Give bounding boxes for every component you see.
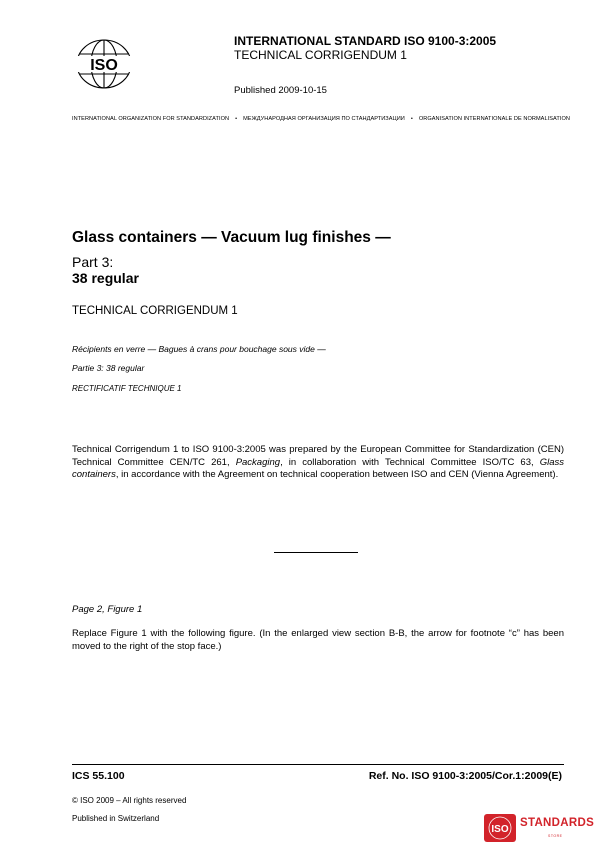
section-reference: Page 2, Figure 1 — [72, 604, 143, 615]
standard-title: INTERNATIONAL STANDARD ISO 9100-3:2005 — [234, 34, 497, 48]
intro-paragraph — [72, 444, 564, 482]
org-separator: • — [235, 116, 238, 122]
org-english: INTERNATIONAL ORGANIZATION FOR STANDARDIZATION — [72, 116, 230, 122]
iso-logo-text: ISO — [90, 57, 118, 74]
organization-names — [72, 116, 570, 122]
intro-text: , in collaboration with Technical Committee ISO/TC 63, — [280, 456, 540, 468]
intro-text: Technical Corrigendum 1 to ISO 9100-3:2005 was prepared by the European Committee for Standardization (CEN) Technical Committee CEN/TC 261, — [72, 444, 564, 468]
standards-store-name: STANDARDS — [520, 817, 595, 829]
org-russian: МЕЖДУНАРОДНАЯ ОРГАНИЗАЦИЯ ПО СТАНДАРТИЗАЦИИ — [243, 116, 405, 122]
standards-store-tagline: STORE — [548, 834, 563, 838]
part-name: 38 regular — [72, 270, 139, 286]
org-french: ORGANISATION INTERNATIONALE DE NORMALISATION — [418, 116, 570, 122]
intro-text: , in accordance with the Agreement on technical cooperation between ISO and CEN (Vienna Agreement). — [115, 469, 559, 481]
french-corrigendum: RECTIFICATIF TECHNIQUE 1 — [72, 384, 182, 393]
document-title: Glass containers — Vacuum lug finishes — — [72, 229, 391, 246]
iso-logo — [73, 37, 135, 91]
part-label: Part 3: — [72, 254, 114, 270]
reference-number: Ref. No. ISO 9100-3:2005/Cor.1:2009(E) — [368, 770, 562, 782]
stores-iso-text: ISO — [491, 824, 509, 835]
french-part: Partie 3: 38 regular — [72, 363, 145, 373]
committee-name-glass: Glass containers — [72, 456, 564, 481]
corrigendum-label: TECHNICAL CORRIGENDUM 1 — [234, 48, 407, 62]
published-in: Published in Switzerland — [72, 814, 160, 823]
french-title: Récipients en verre — Bagues à crans pour bouchage sous vide — — [72, 344, 326, 354]
ics-code: ICS 55.100 — [72, 770, 125, 782]
committee-name-packaging: Packaging — [235, 456, 281, 468]
org-separator: • — [410, 116, 413, 122]
section-divider — [274, 552, 358, 553]
footer-rule — [72, 764, 564, 765]
technical-corrigendum-heading: TECHNICAL CORRIGENDUM 1 — [72, 305, 238, 317]
replacement-instruction: Replace Figure 1 with the following figure. (In the enlarged view section B-B, the arrow for footnote “c” has been moved to the right of the stop face.) — [72, 628, 564, 652]
copyright-notice: © ISO 2009 – All rights reserved — [72, 796, 187, 805]
published-date: Published 2009-10-15 — [234, 85, 327, 96]
